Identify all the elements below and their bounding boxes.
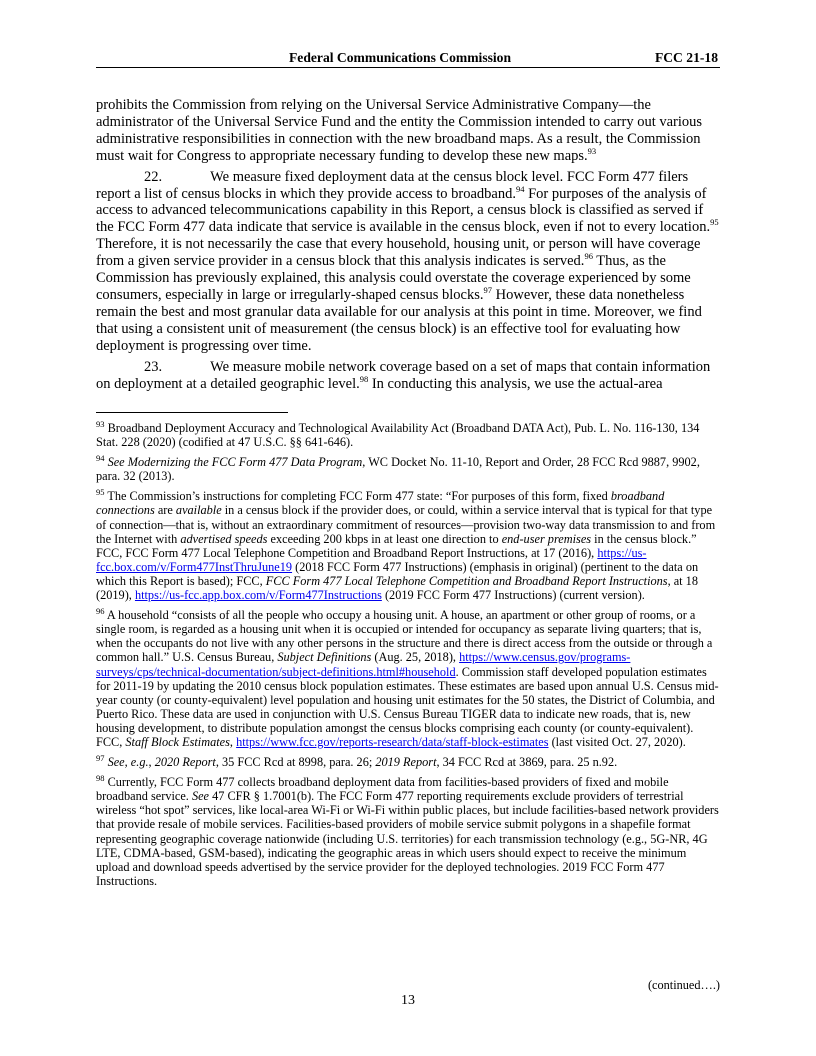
body-text (96, 97, 722, 396)
footnote-ref-95[interactable]: 95 (710, 217, 719, 228)
page-number: 13 (401, 993, 415, 1008)
footnote-ref-94[interactable]: 94 (515, 183, 525, 194)
footnote-ref-96[interactable]: 96 (584, 251, 593, 262)
link-census-subject-definitions[interactable]: https://www.census.gov/programs-surveys/cps/technical-documentation/subject-definitions.html#household (96, 650, 631, 679)
footnote-ref-97[interactable]: 97 (483, 285, 492, 296)
paragraph-number-22: 22. (144, 168, 163, 185)
paragraph-continued: prohibits the Commission from relying on the Universal Service Administrative Company—the administrator of the Universal Service Fund and the entity the Commission intended to carry out various administrative responsibilities in connection with the new broadband maps. As a result, the Commission must wait for Congress to appropriate necessary funding to develop these new maps.$^{93}$ (96, 97, 703, 164)
footnote-separator (96, 412, 288, 413)
footnote-95: $^{95}$ The Commission’s instructions for completing FCC Form 477 state: “For purposes of this form, fixed broadband connections are available in a census block if the provider does, or could, within a service interval that is typical for that type of connection—that is, without an extraordinary commitment of resources—provision two-way data transmission to and from the Internet with advertised speeds exceeding 200 kbps in at least one direction to end-user premises in the census block.” FCC, FCC Form 477 Local Telephone Competition and Broadband Report Instructions, at 17 (2016), https://us-fcc.box.com/v/Form477InstThruJune19 (2018 FCC Form 477 Instructions) (emphasis in original) (pertinent to the data on which this Report is based); FCC, FCC Form 477 Local Telephone Competition and Broadband Report Instructions, at 18 (2019), https://us-fcc.app.box.com/v/Form477Instructions (2019 FCC Form 477 Instructions) (current version). (96, 487, 716, 603)
footnote-96: $^{96}$ A household “consists of all the people who occupy a housing unit. A house, an apartment or other group of rooms, or a single room, is regarded as a housing unit when it is occupied or intended for occupancy as separate living quarters; that is, when the occupants do not live with any other persons in the structure and there is direct access from the outside or through a common hall.” U.S. Census Bureau, Subject Definitions (Aug. 25, 2018), https://www.census.gov/programs-surveys/cps/technical-documentation/subject-definitions.html#household. Commission staff developed population estimates for 2011-19 by updating the 2010 census block population estimates. These estimates are based upon annual U.S. Census mid-year county (or county-equivalent) level population and housing unit estimates for the 50 states, the District of Columbia, and Puerto Rico. These data are used in conjunction with U.S. Census Bureau TIGER data to indicate new roads, that is, new housing development, to distribute population amongst the census blocks comprising each county (or county-equivalent). FCC, Staff Block Estimates, https://www.fcc.gov/reports-research/data/staff-block-estimates (last visited Oct. 27, 2020). (96, 606, 719, 749)
footnote-94: $^{94}$ See Modernizing the FCC Form 477 Data Program, WC Docket No. 11-10, Report and Order, 28 FCC Rcd 9887, 9902, para. 32 (2013). (96, 453, 700, 484)
paragraph-number-23: 23. (144, 358, 163, 375)
link-staff-block-estimates[interactable]: https://www.fcc.gov/reports-research/data/staff-block-estimates (236, 734, 549, 749)
link-form477-instructions-2019[interactable]: https://us-fcc.app.box.com/v/Form477Instructions (134, 588, 382, 603)
header-doc-number: FCC 21-18 (654, 50, 718, 65)
footnote-ref-98[interactable]: 98 (359, 373, 369, 384)
paragraph-22: 22. We measure fixed deployment data at the census block level. FCC Form 477 filers report a list of census blocks in which they provide access to broadband.$^{94}$ For purposes of the analysis of access to advanced telecommunications capability in this Report, a census block is classified as served if the FCC Form 477 data indicate that service is available in the census block, even if not to every location.$^{95}$ Therefore, it is not necessarily the case that every household, housing unit, or person will have coverage from a given service provider in a census block that this analysis indicates is served.$^{96}$ Thus, as the Commission has previously explained, this analysis could overstate the coverage experienced by some consumers, especially in large or irregularly-shaped census blocks.$^{97}$ However, these data nonetheless remain the best and most granular data available for our analysis at this point in time. Moreover, we find that using a consistent unit of measurement (the census block) is an effective tool for evaluating how deployment is progressing over time. (96, 168, 719, 354)
paragraph-23: 23. We measure mobile network coverage based on a set of maps that contain information on deployment at a detailed geographic level.$^{98}$ In conducting this analysis, we use the actual-area (96, 358, 711, 392)
footnote-93: $^{93}$ Broadband Deployment Accuracy and Technological Availability Act (Broadband DATA Act), Pub. L. No. 116-130, 134 Stat. 228 (2020) (codified at 47 U.S.C. §§ 641-646). (96, 418, 700, 450)
footnotes (96, 418, 720, 894)
continued-note: (continued….) (647, 978, 720, 992)
footnote-ref-93[interactable]: 93 (587, 145, 597, 156)
footnote-98: $^{98}$ Currently, FCC Form 477 collects broadband deployment data from facilities-based providers of fixed and mobile broadband service. See 47 CFR § 1.7001(b). The FCC Form 477 reporting requirements exclude providers of terrestrial wireless “hot spot” services, like local-area Wi-Fi or Wi-Fi within public places, but include facilities-based network providers that provide resale of mobile services. Facilities-based providers of mobile service submit polygons in a shapefile format representing geographic coverage nationwide (including U.S. territories) for each transmission technology (e.g., 5G-NR, 4G LTE, CDMA-based, GSM-based), indicating the geographic areas in which users should expect to receive the minimum upload and download speeds advertised by the service provider for the deployed technologies. 2019 FCC Form 477 Instructions. (96, 773, 719, 888)
link-form477-instructions-2018[interactable]: https://us-fcc.box.com/v/Form477InstThruJune19 (96, 545, 647, 574)
header-agency: Federal Communications Commission (289, 50, 512, 65)
page-header (96, 50, 720, 68)
footnote-97: $^{97}$ See, e.g., 2020 Report, 35 FCC Rcd at 8998, para. 26; 2019 Report, 34 FCC Rcd at 3869, para. 25 n.92. (96, 752, 618, 770)
